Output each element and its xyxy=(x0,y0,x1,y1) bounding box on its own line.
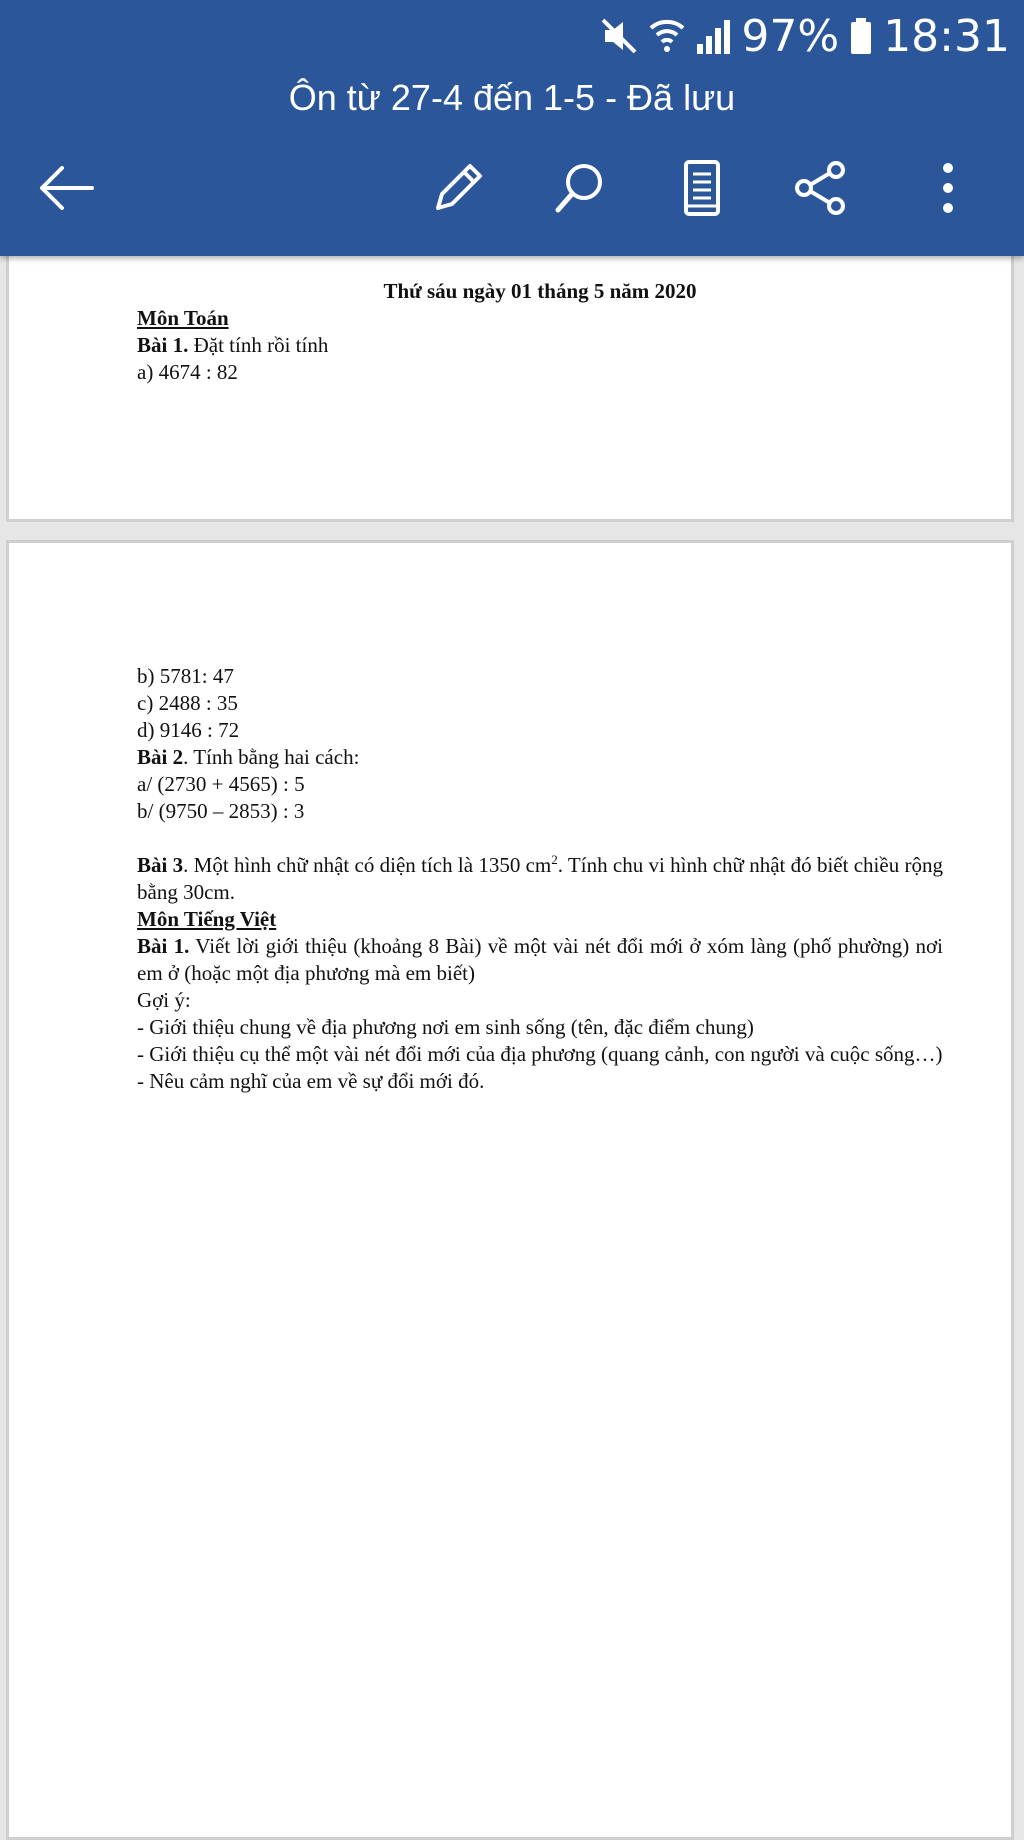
exercise-label: Bài 2 xyxy=(137,745,184,769)
hint-item: - Giới thiệu chung về địa phương nơi em sinh sống (tên, đặc điểm chung) xyxy=(137,1015,754,1039)
document-title: Ôn từ 27-4 đến 1-5 - Đã lưu xyxy=(288,77,736,118)
hint-item: - Giới thiệu cụ thể một vài nét đổi mới của địa phương (quang cảnh, con người và cuộc sống…) xyxy=(137,1042,943,1066)
more-options-button[interactable] xyxy=(908,150,988,230)
signal-icon xyxy=(695,16,731,56)
pencil-icon xyxy=(428,158,488,222)
exercise-label: Bài 1. xyxy=(137,934,190,958)
exercise-label: Bài 3 xyxy=(137,853,184,877)
exercise-2a: a/ (2730 + 4565) : 5 xyxy=(137,772,305,796)
reading-view-icon xyxy=(680,158,724,222)
vietnamese-exercise-1 xyxy=(137,933,943,987)
page-content xyxy=(137,663,943,1095)
exercise-2 xyxy=(137,744,943,771)
document-page xyxy=(6,230,1014,522)
mute-icon xyxy=(599,16,639,56)
exercise-1 xyxy=(137,332,943,359)
more-vert-icon xyxy=(938,158,958,222)
exercise-text: Đặt tính rồi tính xyxy=(188,333,329,357)
exercise-text: Viết lời giới thiệu (khoảng 8 Bài) về một vài nét đổi mới ở xóm làng (phố phường) nơi em ở (hoặc một địa phương mà em biết) xyxy=(137,934,943,985)
hint-item: - Nêu cảm nghĩ của em về sự đổi mới đó. xyxy=(137,1069,485,1093)
exercise-2b: b/ (9750 – 2853) : 3 xyxy=(137,799,305,823)
hint-heading: Gợi ý: xyxy=(137,988,191,1012)
document-page xyxy=(6,540,1014,1840)
exercise-1c: c) 2488 : 35 xyxy=(137,691,238,715)
reading-view-button[interactable] xyxy=(662,150,742,230)
status-bar xyxy=(599,8,1010,64)
search-button[interactable] xyxy=(540,150,620,230)
exercise-1d: d) 9146 : 72 xyxy=(137,718,240,742)
math-heading: Môn Toán xyxy=(137,306,229,330)
exercise-label: Bài 1. xyxy=(137,333,189,357)
superscript: 2 xyxy=(551,852,558,867)
exercise-text: . Một hình chữ nhật có diện tích là 1350 cm xyxy=(183,853,552,877)
edit-button[interactable] xyxy=(418,150,498,230)
exercise-3 xyxy=(137,852,943,906)
exercise-text: . Tính chu vi hình chữ nhật đó biết chiều rộng bằng 30cm. xyxy=(137,853,943,904)
page-content xyxy=(137,278,943,386)
share-icon xyxy=(792,158,852,222)
date-heading: Thứ sáu ngày 01 tháng 5 năm 2020 xyxy=(383,279,697,303)
back-button[interactable] xyxy=(26,150,106,230)
exercise-text: . Tính bằng hai cách: xyxy=(183,745,360,769)
exercise-1a: a) 4674 : 82 xyxy=(137,360,238,384)
battery-percent: 97% xyxy=(741,10,840,62)
search-icon xyxy=(550,158,610,222)
app-bar xyxy=(0,0,1024,256)
clock: 18:31 xyxy=(883,10,1010,62)
wifi-icon xyxy=(649,16,685,56)
battery-icon xyxy=(849,16,873,56)
blank-line xyxy=(137,825,943,852)
exercise-1b: b) 5781: 47 xyxy=(137,664,234,688)
share-button[interactable] xyxy=(782,150,862,230)
back-arrow-icon xyxy=(36,164,96,216)
vietnamese-heading: Môn Tiếng Việt xyxy=(137,907,277,931)
